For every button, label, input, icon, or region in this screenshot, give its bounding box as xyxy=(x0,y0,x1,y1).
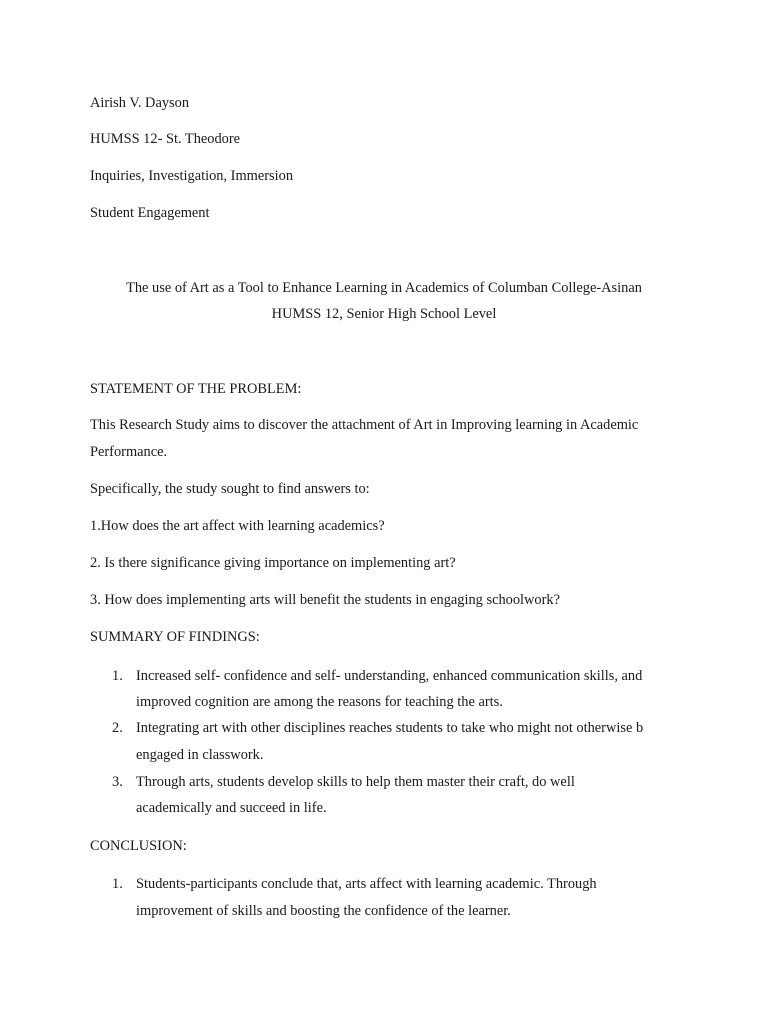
topic-name: Student Engagement xyxy=(90,205,210,221)
finding-3-line-2: academically and succeed in life. xyxy=(136,800,327,816)
problem-intro-line-1: This Research Study aims to discover the attachment of Art in Improving learning in Academic xyxy=(90,417,639,433)
research-question-1: 1.How does the art affect with learning academics? xyxy=(90,518,385,534)
finding-2-number: 2. xyxy=(112,720,123,736)
research-question-3: 3. How does implementing arts will benefit the students in engaging schoolwork? xyxy=(90,592,561,608)
finding-1-line-1: Increased self- confidence and self- understanding, enhanced communication skills, and xyxy=(136,668,643,684)
finding-3-number: 3. xyxy=(112,774,123,790)
finding-1-line-2: improved cognition are among the reasons for teaching the arts. xyxy=(136,694,503,710)
research-question-2: 2. Is there significance giving importance on implementing art? xyxy=(90,555,456,571)
conclusion-heading: CONCLUSION: xyxy=(90,838,187,854)
author-name: Airish V. Dayson xyxy=(90,95,190,111)
conclusion-1-line-1: Students-participants conclude that, arts affect with learning academic. Through xyxy=(136,876,597,892)
section-name: HUMSS 12- St. Theodore xyxy=(90,131,241,147)
conclusion-1-line-2: improvement of skills and boosting the confidence of the learner. xyxy=(136,903,511,919)
paper-title-line-2: HUMSS 12, Senior High School Level xyxy=(271,306,497,322)
problem-lead: Specifically, the study sought to find answers to: xyxy=(90,481,370,497)
paper-title-line-1: The use of Art as a Tool to Enhance Learning in Academics of Columban College-Asinan xyxy=(126,280,642,296)
finding-1-number: 1. xyxy=(112,668,123,684)
finding-2-line-1: Integrating art with other disciplines reaches students to take who might not otherwise b xyxy=(136,720,644,736)
problem-heading: STATEMENT OF THE PROBLEM: xyxy=(90,381,302,397)
conclusion-1-number: 1. xyxy=(112,876,123,892)
finding-3-line-1: Through arts, students develop skills to help them master their craft, do well xyxy=(136,774,575,790)
findings-heading: SUMMARY OF FINDINGS: xyxy=(90,629,260,645)
subject-name: Inquiries, Investigation, Immersion xyxy=(90,168,294,184)
problem-intro-line-2: Performance. xyxy=(90,444,168,460)
finding-2-line-2: engaged in classwork. xyxy=(136,747,264,763)
